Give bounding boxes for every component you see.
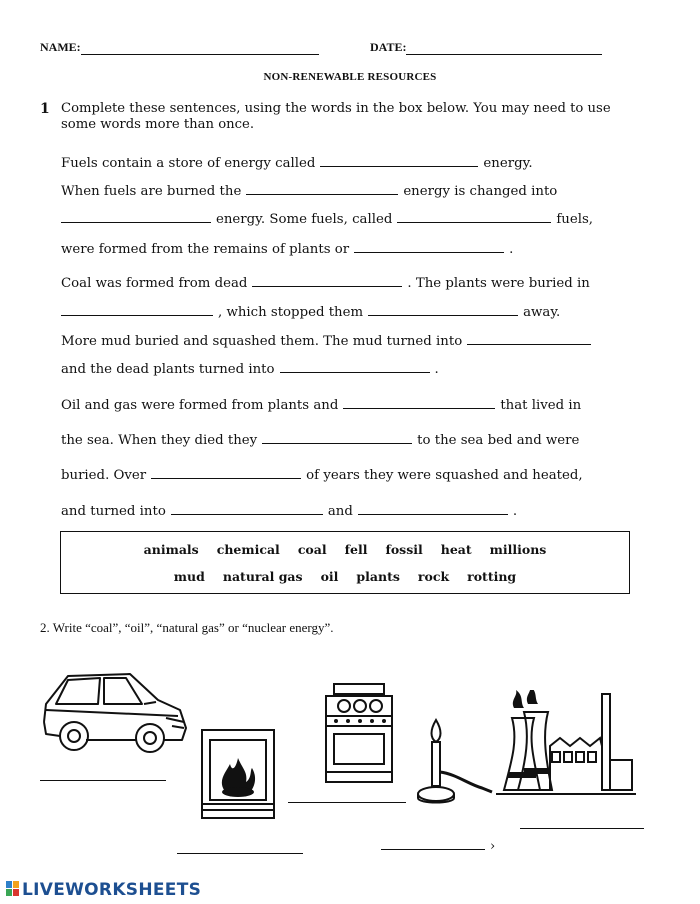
car-answer-line[interactable] [40,780,166,781]
stray-mark: › [490,839,496,854]
word-item: fell [344,542,368,557]
answer-blank[interactable] [280,358,430,373]
sentence-row: Coal was formed from dead . The plants were buried in [61,272,590,291]
answer-blank[interactable] [320,152,478,167]
answer-blank[interactable] [354,238,504,253]
name-input[interactable] [81,42,319,55]
name-field [40,40,319,55]
gas-cooker-icon [322,682,396,784]
date-label: DATE: [370,40,407,54]
question-2-instruction: 2. Write “coal”, “oil”, “natural gas” or “nuclear energy”. [40,620,334,635]
word-row-1 [61,542,629,557]
liveworksheets-logo-icon [6,881,20,897]
sentence-row: Oil and gas were formed from plants and that lived in [61,394,581,413]
fireplace-answer-line[interactable] [177,853,303,854]
date-input[interactable] [406,42,602,55]
sentence-row: and turned into and . [61,500,517,519]
answer-blank[interactable] [252,272,402,287]
question-1-instruction: Complete these sentences, using the words in the box below. You may need to use some words more than once. [61,101,611,132]
sentence-row: were formed from the remains of plants or . [61,238,513,257]
cooker-answer-line[interactable] [288,802,406,803]
footer-brand [6,880,201,900]
answer-blank[interactable] [171,500,323,515]
answer-blank[interactable] [246,180,398,195]
answer-blank[interactable] [343,394,495,409]
page-title: NON-RENEWABLE RESOURCES [263,71,437,83]
answer-blank[interactable] [61,301,213,316]
word-item: fossil [385,542,423,557]
question-1-number: 1 [40,101,50,117]
sentence-row: Fuels contain a store of energy called energy. [61,152,533,171]
name-label: NAME: [40,40,81,54]
burner-answer-line[interactable] [381,849,485,850]
sentence-row: , which stopped them away. [61,301,560,320]
answer-blank[interactable] [61,208,211,223]
word-item: chemical [216,542,280,557]
answer-blank[interactable] [358,500,508,515]
car-icon [38,670,190,758]
sentence-row: the sea. When they died they to the sea bed and were [61,429,579,448]
word-item: mud [173,569,205,584]
power-station-icon [494,690,638,802]
answer-blank[interactable] [368,301,518,316]
footer-brand-text: LIVEWORKSHEETS [22,880,202,900]
answer-blank[interactable] [262,429,412,444]
word-row-2 [61,569,629,584]
word-item: coal [297,542,327,557]
sentence-row: When fuels are burned the energy is changed into [61,180,557,199]
word-item: animals [143,542,199,557]
sentence-row: energy. Some fuels, called fuels, [61,208,593,227]
word-item: millions [489,542,547,557]
word-item: oil [320,569,339,584]
word-box [60,531,630,594]
word-item: rotting [467,569,517,584]
word-item: heat [440,542,472,557]
date-field [370,40,602,55]
answer-blank[interactable] [397,208,551,223]
power-station-answer-line[interactable] [520,828,644,829]
word-item: rock [417,569,450,584]
answer-blank[interactable] [467,330,591,345]
word-item: plants [356,569,400,584]
sentence-row: More mud buried and squashed them. The mud turned into [61,330,596,349]
sentence-row: buried. Over of years they were squashed and heated, [61,464,583,483]
gas-burner-icon [410,712,494,810]
answer-blank[interactable] [151,464,301,479]
fireplace-icon [200,728,276,820]
sentence-row: and the dead plants turned into . [61,358,439,377]
word-item: natural gas [222,569,303,584]
